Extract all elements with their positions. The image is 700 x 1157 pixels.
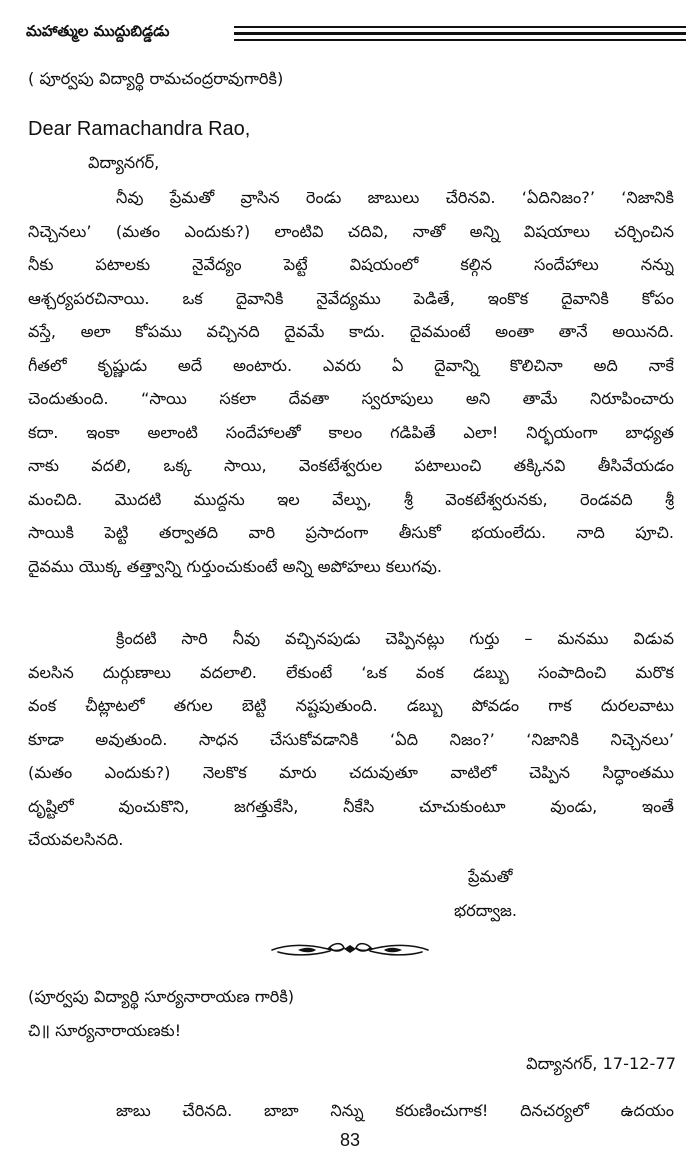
paragraph-line: నీవు ప్రేమతో వ్రాసిన రెండు జాబులు చేరినవి. ‘ఏదినిజం?’ ‘నిజానికి <box>116 188 674 207</box>
paragraph-line: మంచిది. మొదటి ముద్దను ఇల వేల్పు, శ్రీ వెంకటేశ్వరునకు, రెండవది శ్రీ <box>28 489 674 509</box>
paragraph-line: చేయవలసినది. <box>28 830 124 849</box>
paragraph-line: దైవము యొక్క తత్త్వాన్ని గుర్తుంచుకుంటే అన్ని అపోహలు కలుగవు. <box>28 556 443 576</box>
paragraph-line: క్రిందటి సారి నీవు వచ్చినపుడు చెప్పినట్లు గుర్తు – మనము విడువ <box>116 629 674 648</box>
paragraph-line: నాకు వదలి, ఒక్క సాయి, వెంకటేశ్వరుల పటాలుంచి తక్కినవి తీసివేయడం <box>28 456 674 475</box>
paragraph-line: కదా. ఇంకా అలాంటి సందేహాలతో కాలం గడిపితే ఎలా! నిర్భయంగా బాధ్యత <box>28 422 674 442</box>
header-rule <box>234 26 686 46</box>
paragraph-line: దృష్టిలో వుంచుకొని, జగత్తుకేసి, నీకేసి చూచుకుంటూ వుండు, ఇంతే <box>28 796 674 816</box>
paragraph-line: వలసిన దుర్గుణాలు వదలాలి. లేకుంటే ‘ఒక వంక డబ్బు సంపాదించి మరొక <box>28 662 674 682</box>
letter1-paragraph1 <box>28 181 674 583</box>
letter1-salutation: Dear Ramachandra Rao, <box>28 118 251 140</box>
paragraph-line: వస్తే, అలా కోపము వచ్చినది దైవమే కాదు. దైవమంటే అంతా తానే అయినది. <box>28 322 674 341</box>
letter1-recipient-note: ( పూర్వపు విద్యార్థి రామచంద్రరావుగారికి) <box>28 69 284 88</box>
letter1-closing: ప్రేమతో <box>468 867 513 886</box>
header-title: మహాత్ముల ముద్దుబిడ్డడు <box>26 22 170 40</box>
page-number: 83 <box>339 1130 361 1150</box>
paragraph-line: నిచ్చెనలు’ (మతం ఎందుకు?) లాంటివి చదివి, నాతో అన్ని విషయాలు చర్చించిన <box>28 221 674 241</box>
paragraph-line: వంక చీట్లాటలో తగుల బెట్టి నష్టపుతుంది. డబ్బు పోవడం గాక దురలవాటు <box>28 696 674 715</box>
running-header <box>26 22 686 52</box>
letter2-place-date: విద్యానగర్, 17-12-77 <box>526 1054 676 1073</box>
section-divider-ornament <box>268 936 432 962</box>
letter2-recipient-note: (పూర్వపు విద్యార్థి సూర్యనారాయణ గారికి) <box>28 987 295 1006</box>
paragraph-line: ఆశ్చర్యపరచినాయి. ఒక దైవానికి నైవేద్యము పెడితే, ఇంకొక దైవానికి కోపం <box>28 288 674 308</box>
letter1-place: విద్యానగర్, <box>88 153 160 172</box>
paragraph-line: చెందుతుంది. “సాయి సకలా దేవతా స్వరూపులు అని తామే నిరూపించారు <box>28 389 674 408</box>
paragraph-line: సాయికి పెట్టి తర్వాతది వారి ప్రసాదంగా తీసుకో భయంలేదు. నాది పూచి. <box>28 523 674 542</box>
letter2-paragraph-start: జాబు చేరినది. బాబా నిన్ను కరుణించుగాక! దినచర్యలో ఉదయం <box>116 1101 674 1120</box>
letter2-salutation: చి॥ సూర్యనారాయణకు! <box>28 1021 182 1040</box>
letter1-signature: భరద్వాజ. <box>454 901 517 920</box>
letter1-paragraph2 <box>28 622 674 857</box>
paragraph-line: గీతలో కృష్ణుడు అదే అంటారు. ఎవరు ఏ దైవాన్ని కొలిచినా అది నాకే <box>28 355 674 375</box>
paragraph-line: కూడా అవుతుంది. సాధన చేసుకోవడానికి ‘ఏది నిజం?’ ‘నిజానికి నిచ్చెనలు’ <box>28 729 674 749</box>
paragraph-line: నీకు పటాలకు నైవేద్యం పెట్టే విషయంలో కల్గిన సందేహాలు నన్ను <box>28 255 674 274</box>
paragraph-line: (మతం ఎందుకు?) నెలకొక మారు చదువుతూ వాటిలో చెప్పిన సిద్ధాంతము <box>28 763 674 782</box>
